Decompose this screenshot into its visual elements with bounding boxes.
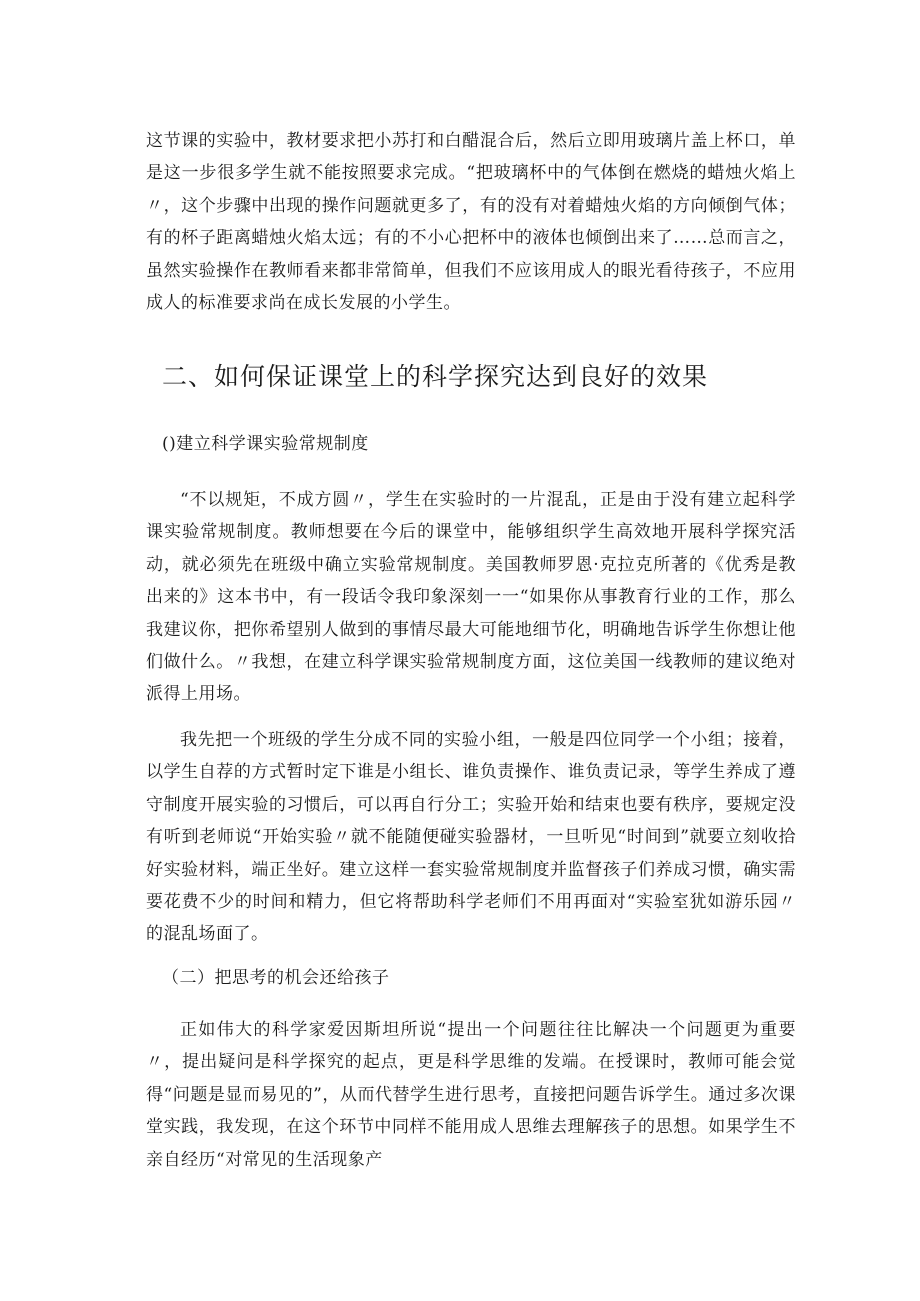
paragraph-group-organization: 我先把一个班级的学生分成不同的实验小组，一般是四位同学一个小组；接着，以学生自荐的方式暂时定下谁是小组长、谁负责操作、谁负责记录，等学生养成了遵守制度开展实验的习惯后，可以再自行分工；实验开始和结束也要有秩序，要规定没有听到老师说“开始实验〃就不能随便碰实验器材，一旦听见“时间到”就要立刻收拾好实验材料，端正坐好。建立这样一套实验常规制度并监督孩子们养成习惯，确实需要花费不少的时间和精力，但它将帮助科学老师们不用再面对“实验室犹如游乐园〃的混乱场面了。 xyxy=(146,730,796,945)
subheading-lab-rules: ()建立科学课实验常规制度 xyxy=(162,434,369,454)
paragraph-rules-importance: “不以规矩，不成方圆〃，学生在实验时的一片混乱，正是由于没有建立起科学课实验常规制度。教师想要在今后的课堂中，能够组织学生高效地开展科学探究活动，就必须先在班级中确立实验常规制度。美国教师罗恩·克拉克所著的《优秀是教出来的》这本书中，有一段话令我印象深刻一一“如果你从事教育行业的工作，那么我建议你，把你希望别人做到的事情尽最大可能地细节化，明确地告诉学生你想让他们做什么。〃我想，在建立科学课实验常规制度方面，这位美国一线教师的建议绝对派得上用场。 xyxy=(146,490,796,705)
section-heading: 二、如何保证课堂上的科学探究达到良好的效果 xyxy=(162,362,709,391)
subheading-thinking-opportunity: （二）把思考的机会还给孩子 xyxy=(162,968,390,988)
paragraph-experiment-difficulties: 这节课的实验中，教材要求把小苏打和白醋混合后，然后立即用玻璃片盖上杯口，单是这一步很多学生就不能按照要求完成。“把玻璃杯中的气体倒在燃烧的蜡烛火焰上〃，这个步骤中出现的操作问题就更多了，有的没有对着蜡烛火焰的方向倾倒气体；有的杯子距离蜡烛火焰太远；有的不小心把杯中的液体也倾倒出来了……总而言之，虽然实验操作在教师看来都非常简单，但我们不应该用成人的眼光看待孩子，不应用成人的标准要求尚在成长发展的小学生。 xyxy=(146,131,796,314)
paragraph-einstein-quote: 正如伟大的科学家爱因斯坦所说“提出一个问题往往比解决一个问题更为重要〃，提出疑问是科学探究的起点，更是科学思维的发端。在授课时，教师可能会觉得“问题是显而易见的”，从而代替学生进行思考，直接把问题告诉学生。通过多次课堂实践，我发现，在这个环节中同样不能用成人思维去理解孩子的思想。如果学生不亲自经历“对常见的生活现象产 xyxy=(146,1020,796,1170)
